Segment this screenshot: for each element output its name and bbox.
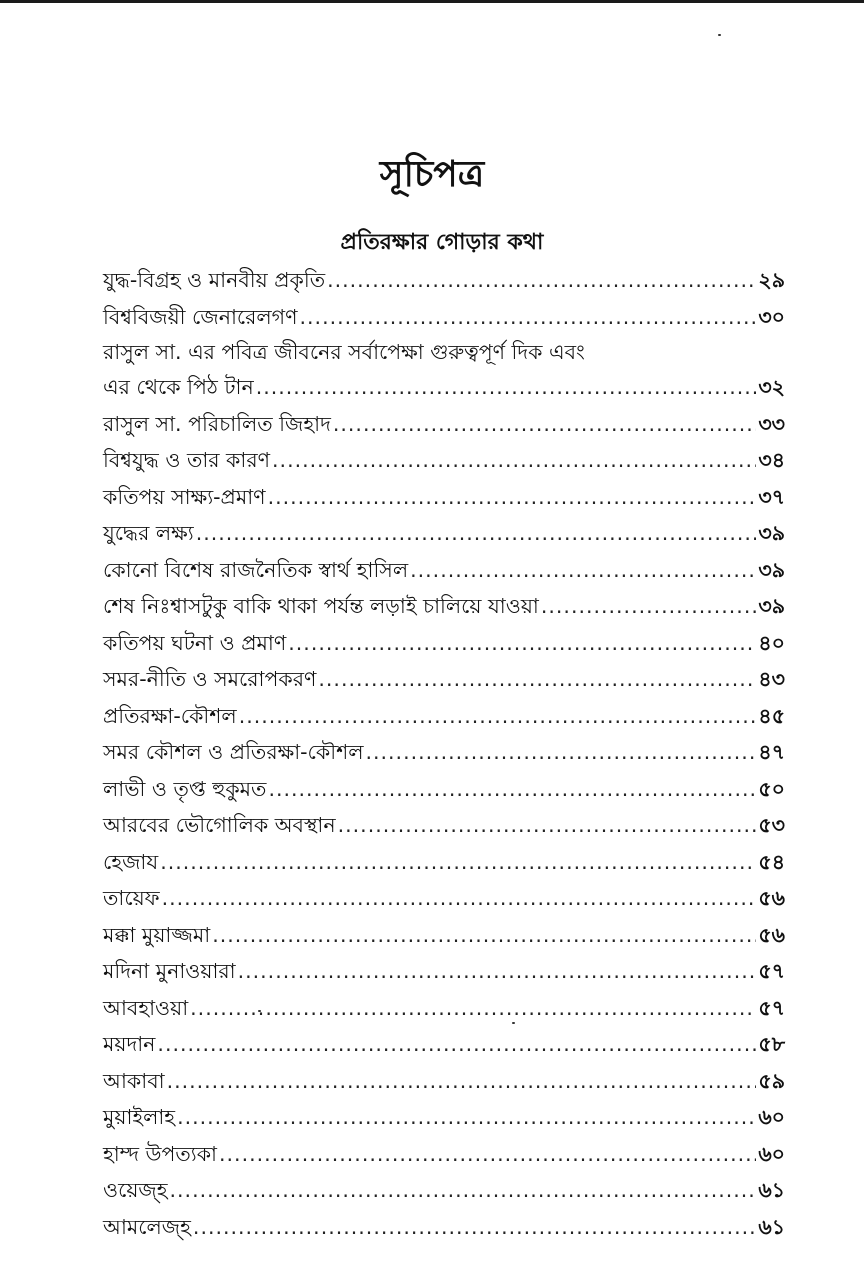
- toc-entry-title: কতিপয় সাক্ষ্য-প্রমাণ: [103, 484, 266, 509]
- dot-leader: [196, 515, 757, 552]
- toc-entry-page: ৫৪: [758, 849, 785, 874]
- toc-entry: [103, 299, 785, 336]
- toc-entry: [103, 406, 785, 443]
- toc-entry: [103, 369, 785, 406]
- toc-entry: [103, 262, 785, 299]
- table-of-contents: [103, 262, 785, 1245]
- dot-leader: [167, 1063, 757, 1100]
- toc-entry: [103, 515, 785, 552]
- toc-entry: [103, 1136, 785, 1173]
- toc-entry-title: কতিপয় ঘটনা ও প্রমাণ: [103, 630, 287, 655]
- dot-leader: [300, 299, 757, 336]
- toc-entry: [103, 917, 785, 954]
- dot-leader: [190, 990, 756, 1027]
- toc-entry: [103, 335, 785, 369]
- dot-leader: [256, 369, 757, 406]
- toc-entry-page: ৩৩: [758, 411, 785, 436]
- toc-entry: [103, 479, 785, 516]
- toc-entry-page: ৬১: [758, 1214, 785, 1239]
- dot-leader: [160, 844, 756, 881]
- toc-entry-title: এর থেকে পিঠ টান: [103, 375, 254, 399]
- page-title: সূচিপত্র: [379, 154, 485, 195]
- toc-entry-title: মক্কা মুয়াজ্জমা: [103, 922, 211, 947]
- dot-leader: [157, 1026, 756, 1063]
- toc-entry-page: ৫৬: [758, 922, 785, 947]
- toc-entry: [103, 661, 785, 698]
- toc-entry-page: ৩০: [758, 304, 785, 329]
- toc-entry-title: সমর কৌশল ও প্রতিরক্ষা-কৌশল: [103, 740, 364, 764]
- toc-entry: [103, 1099, 785, 1136]
- dot-leader: [365, 734, 756, 771]
- dot-leader: [288, 625, 756, 662]
- toc-entry-title: তায়েফ: [103, 886, 160, 910]
- toc-entry: [103, 734, 785, 771]
- toc-entry-title: হাম্দ উপত্যকা: [103, 1141, 218, 1166]
- dot-leader: [170, 1172, 757, 1209]
- toc-entry-title: ওয়েজ্হ: [103, 1178, 168, 1202]
- toc-entry-title: আকাবা: [103, 1068, 165, 1093]
- toc-entry-page: ৪০: [758, 630, 785, 655]
- toc-entry-title: আবহাওয়া: [103, 995, 189, 1020]
- toc-entry-page: ৬১: [758, 1178, 785, 1202]
- dot-leader: [193, 1209, 756, 1246]
- toc-entry: [103, 698, 785, 735]
- dot-leader: [162, 880, 757, 917]
- toc-entry-title: মদিনা মুনাওয়ারা: [103, 959, 236, 983]
- toc-entry-page: ৩৯: [758, 594, 785, 618]
- toc-entry-title: আরবের ভৌগোলিক অবস্থান: [103, 813, 336, 837]
- toc-entry-page: ৩৯: [758, 557, 785, 582]
- dot-leader: [177, 1099, 756, 1136]
- toc-entry: [103, 844, 785, 881]
- toc-entry: [103, 442, 785, 479]
- toc-entry-title: লাভী ও তৃপ্ত হুকুমত: [103, 776, 267, 801]
- top-edge-rule: [0, 0, 864, 3]
- toc-entry: [103, 880, 785, 917]
- dot-leader: [318, 661, 756, 698]
- toc-entry-title: হেজায: [103, 849, 159, 874]
- toc-entry-page: ৩৪: [758, 448, 785, 472]
- toc-entry-title: যুদ্ধের লক্ষ্য: [103, 521, 194, 545]
- toc-entry-page: ৫৬: [758, 886, 785, 910]
- toc-entry-page: ৪৭: [758, 740, 785, 764]
- toc-entry-page: ৩২: [758, 375, 785, 399]
- toc-entry: [103, 625, 785, 662]
- dot-leader: [219, 1136, 756, 1173]
- toc-entry: [103, 1209, 785, 1246]
- dot-leader: [338, 807, 757, 844]
- toc-entry-page: ৬০: [758, 1105, 785, 1129]
- toc-entry-title: ময়দান: [103, 1032, 156, 1056]
- toc-entry: [103, 1026, 785, 1063]
- toc-entry-title: আমলেজ্হ: [103, 1214, 191, 1239]
- toc-entry-page: ৫৭: [758, 995, 785, 1020]
- toc-entry-page: ৪৫: [758, 703, 785, 728]
- toc-entry: [103, 990, 785, 1027]
- toc-entry-title: বিশ্বযুদ্ধ ও তার কারণ: [103, 448, 271, 472]
- toc-entry-title: বিশ্ববিজয়ী জেনারেলগণ: [103, 304, 298, 329]
- toc-entry: [103, 588, 785, 625]
- toc-entry-title: যুদ্ধ-বিগ্রহ ও মানবীয় প্রকৃতি: [103, 268, 326, 292]
- toc-entry: [103, 1063, 785, 1100]
- dot-leader: [272, 442, 756, 479]
- dot-leader: [238, 953, 757, 990]
- toc-entry: [103, 552, 785, 589]
- toc-entry-page: ৩৭: [758, 484, 785, 509]
- dot-leader: [239, 698, 757, 735]
- toc-entry: [103, 1172, 785, 1209]
- dot-leader: [410, 552, 756, 589]
- toc-entry-title: রাসুল সা. এর পবিত্র জীবনের সর্বাপেক্ষা গুরুত্বপূর্ণ দিক এবং: [103, 340, 585, 364]
- dot-leader: [541, 588, 756, 625]
- section-heading: প্রতিরক্ষার গোড়ার কথা: [340, 230, 544, 255]
- dot-leader: [268, 479, 757, 516]
- toc-entry: [103, 771, 785, 808]
- dot-leader: [212, 917, 756, 954]
- toc-entry-page: ৬০: [758, 1141, 785, 1166]
- toc-entry-page: ৫৩: [758, 813, 785, 837]
- toc-entry-page: ৫৭: [758, 959, 785, 983]
- toc-entry-title: প্রতিরক্ষা-কৌশল: [103, 703, 237, 728]
- toc-entry-title: মুয়াইলাহ: [103, 1105, 176, 1129]
- toc-entry-title: সমর-নীতি ও সমরোপকরণ: [103, 667, 317, 691]
- toc-entry-page: ৪৩: [758, 667, 785, 691]
- toc-entry: [103, 953, 785, 990]
- toc-entry-page: ৫০: [758, 776, 785, 801]
- toc-entry-page: ৩৯: [758, 521, 785, 545]
- toc-entry-page: ৫৯: [758, 1068, 785, 1093]
- dot-leader: [268, 771, 756, 808]
- toc-entry-title: কোনো বিশেষ রাজনৈতিক স্বার্থ হাসিল: [103, 557, 409, 582]
- dot-leader: [333, 406, 756, 443]
- toc-entry-page: ২৯: [758, 268, 785, 292]
- toc-entry: [103, 807, 785, 844]
- dot-leader: [327, 262, 756, 299]
- toc-entry-title: রাসুল সা. পরিচালিত জিহাদ: [103, 411, 331, 436]
- toc-entry-page: ৫৮: [758, 1032, 785, 1056]
- toc-entry-title: শেষ নিঃশ্বাসটুকু বাকি থাকা পর্যন্ত লড়াই চালিয়ে যাওয়া: [103, 594, 539, 618]
- scan-speck: [718, 34, 721, 36]
